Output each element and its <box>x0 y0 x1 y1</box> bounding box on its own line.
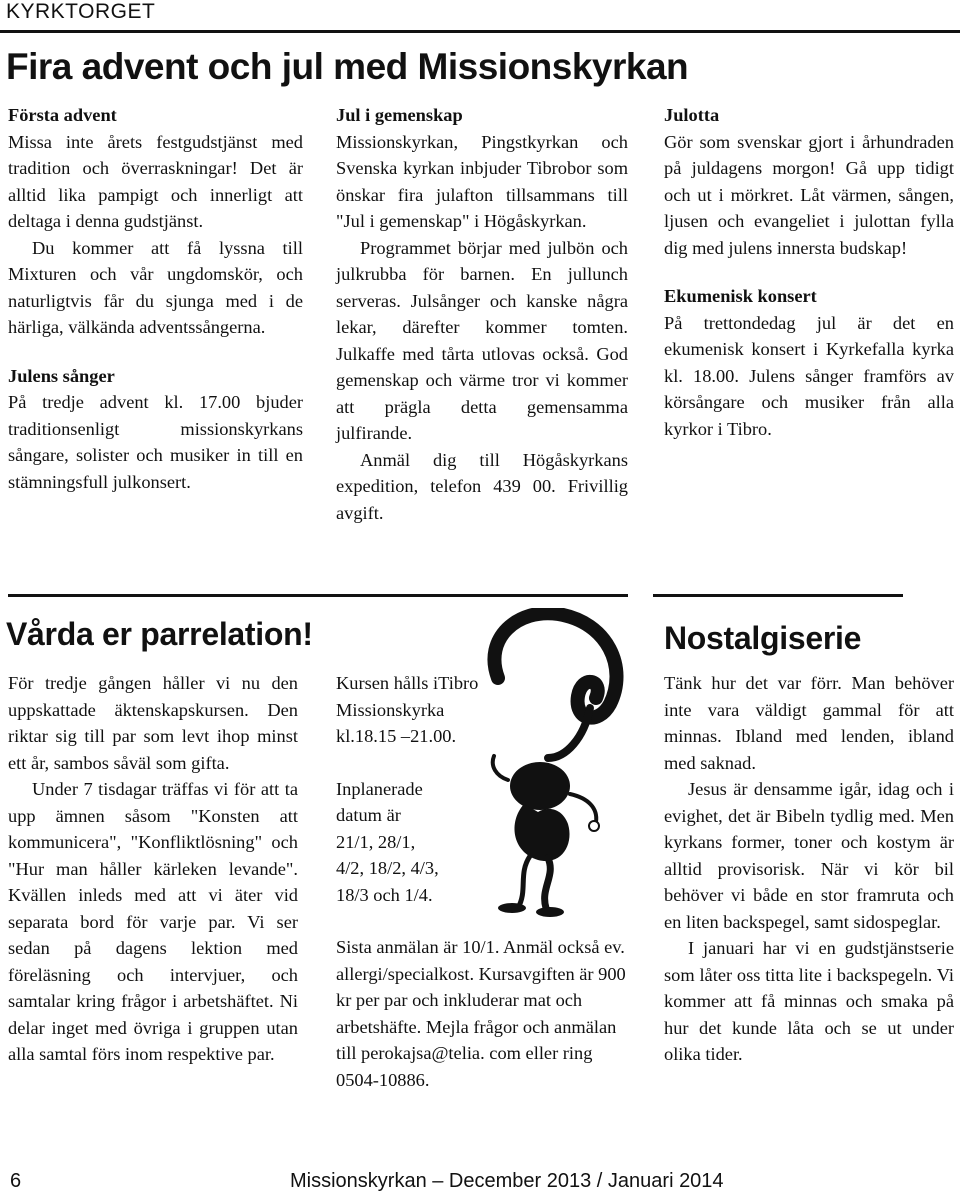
nostalgiserie-paragraph-3: I januari har vi en gudstjänstserie som låter oss titta lite i backspegeln. Vi kommer att få minnas och smaka på hur det kunde låta och se ut under olika tider. <box>664 938 954 1064</box>
divider-rule-right <box>653 594 903 597</box>
parrelation-paragraph-2: Under 7 tisdagar träffas vi för att ta upp ämnen såsom "Konsten att kommunicera", "Konfliktlösning" och "Hur man håller kärleken levande". Kvällen inleds med att vi äter vid separata bord för varje par. Vi ser sedan på dagens lektion med föreläsning och intervjuer, och samtalar kring frågor i arbetshäftet. Ni delar inget med övriga i gruppen utan alla samtal förs inom respektive par. <box>8 779 298 1064</box>
songs-paragraph: På tredje advent kl. 17.00 bjuder traditionsenligt missionskyrkans sångare, solister och musiker in till en stämningsfull julkonsert. <box>8 392 303 492</box>
julotta-paragraph: Gör som svenskar gjort i århundraden på juldagens morgon! Gå upp tidigt och ut i mörkret. Låt värmen, sången, ljusen och evangeliet i julottan fylla dig med julens innersta budskap! <box>664 131 954 258</box>
parrelation-paragraph-1: För tredje gången håller vi nu den uppskattade äktenskapskursen. Den riktar sig till par som levt ihop minst ett år, sambos såväl som gifta. <box>8 673 298 773</box>
course-place-line-2: Missionskyrka <box>336 699 445 720</box>
section-tag: KYRKTORGET <box>6 0 156 23</box>
publication-footer: Missionskyrkan – December 2013 / Januari 2014 <box>290 1170 724 1192</box>
divider-rule-left <box>8 594 628 597</box>
course-signup: Sista anmälan är 10/1. Anmäl också ev. allergi/specialkost. Kursavgiften är 900 kr per par och inkluderar mat och arbetshäfte. Mejla frågor och anmälan till perokajsa@telia. com eller ring 0504-10886. <box>336 937 626 1090</box>
course-dates-line-5: 18/3 och 1/4. <box>336 884 433 905</box>
page-number: 6 <box>10 1170 22 1192</box>
konsert-paragraph: På trettondedag jul är det en ekumenisk konsert i Kyrkefalla kyrka kl. 18.00. Julens sånger framförs av körsångare och musiker från alla kyrkor i Tibro. <box>664 312 954 439</box>
parrelation-main-text <box>8 670 298 1068</box>
course-dates-line-2: datum är <box>336 805 401 825</box>
column-jul-i-gemenskap <box>336 102 628 526</box>
nostalgiserie-title: Nostalgiserie <box>664 620 862 656</box>
advent-paragraph-2: Du kommer att få lyssna till Mixturen och vår ungdomskör, och naturligtvis får du sjunga med i de härliga, välkända adventssångerna. <box>8 237 303 337</box>
course-dates-line-1: Inplanerade <box>336 778 423 799</box>
course-dates-line-4: 4/2, 18/2, 4/3, <box>336 858 439 878</box>
nostalgiserie-paragraph-1: Tänk hur det var förr. Man behöver inte vara väldigt gammal för att minnas. Ibland med lenden, ibland med saknad. <box>664 673 954 773</box>
column-julotta <box>664 102 954 442</box>
advent-heading: Första advent <box>8 105 117 125</box>
julotta-heading: Julotta <box>664 105 720 125</box>
course-dates-line-3: 21/1, 28/1, <box>336 831 416 852</box>
page-title: Fira advent och jul med Missionskyrkan <box>6 46 689 87</box>
couple-dancing-illustration <box>478 608 638 928</box>
gemenskap-paragraph-3: Anmäl dig till Högåskyrkans expedition, telefon 439 00. Frivillig avgift. <box>336 449 628 523</box>
songs-heading: Julens sånger <box>8 365 115 386</box>
nostalgiserie-text <box>664 670 954 1068</box>
nostalgiserie-paragraph-2: Jesus är densamme igår, idag och i evighet, det är Bibeln tydlig med. Men kyrkans former, toner och kostym är alltid provisorisk. När vi kör bil behöver vi både en stor framruta och en liten backspegel, samt sidospeglar. <box>664 779 954 932</box>
course-place-line-1: Kursen hålls iTibro <box>336 673 479 693</box>
top-rule <box>0 30 960 33</box>
course-time: kl.18.15 –21.00. <box>336 726 457 746</box>
gemenskap-paragraph-2: Programmet börjar med julbön och julkrubba för barnen. En jullunch serveras. Julsånger och kanske några lekar, därefter kommer tomten. Julkaffe med tårta utlovas också. God gemenskap och värme tror vi kommer att prägla detta gemensamma julfirande. <box>336 237 628 443</box>
advent-paragraph-1: Missa inte årets festgudstjänst med tradition och överraskningar! Det är alltid lika pampigt och innerligt att deltaga i denna gudstjänst. <box>8 131 303 231</box>
gemenskap-paragraph-1: Missionskyrkan, Pingstkyrkan och Svenska kyrkan inbjuder Tibrobor som önskar fira julafton tillsammans till "Jul i gemenskap" i Högåskyrkan. <box>336 131 628 231</box>
konsert-heading: Ekumenisk konsert <box>664 286 817 306</box>
gemenskap-heading: Jul i gemenskap <box>336 105 463 125</box>
parrelation-title: Vårda er parrelation! <box>6 616 313 652</box>
column-advent <box>8 102 303 495</box>
